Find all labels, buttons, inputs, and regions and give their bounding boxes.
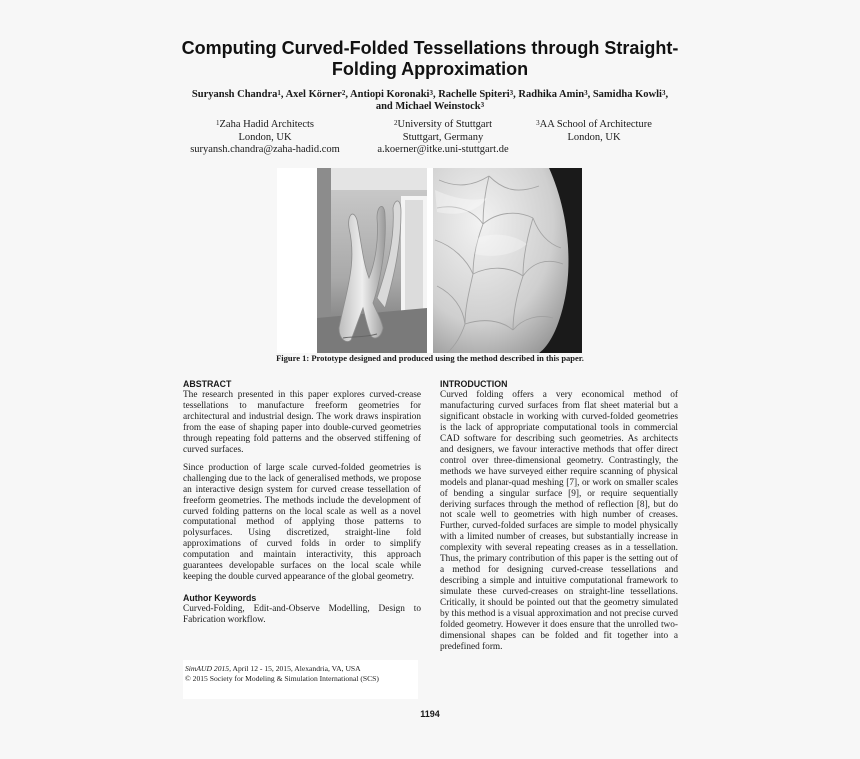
author-name: Suryansh Chandra	[191, 89, 278, 100]
author-list	[175, 89, 685, 113]
author-name: Rachelle Spiteri	[438, 89, 510, 100]
email-link[interactable]: a.koerner@itke.uni-stuttgart.de	[377, 144, 509, 155]
photo-folded-surface	[433, 168, 582, 353]
author-name: Radhika Amin	[518, 89, 585, 100]
figure-caption: Figure 1: Prototype designed and produced using the method described in this paper.	[276, 353, 584, 363]
right-column	[440, 379, 678, 653]
keywords-heading: Author Keywords	[183, 593, 257, 604]
figure-photos	[277, 168, 582, 353]
left-column	[183, 379, 421, 626]
conference-footer: SimAUD 2015, April 12 - 15, 2015, Alexandria, VA, USA © 2015 Society for Modeling & Simulation International (SCS)	[183, 660, 418, 699]
photo-sculpture	[317, 168, 427, 353]
affiliation-3: $^3$AA School of Architecture London, UK	[536, 119, 652, 143]
author-name: Antiopi Koronaki	[350, 89, 430, 100]
conference-name: SimAUD 2015	[185, 664, 230, 673]
introduction-heading: INTRODUCTION	[440, 379, 508, 389]
author-line-1: Suryansh Chandra$^1$, Axel Körner$^2$, Antiopi Koronaki$^3$, Rachelle Spiteri$^3$, Radhika Amin$^3$, Samidha Kowli$^3$,	[191, 89, 669, 100]
abstract-paragraph-2: Since production of large scale curved-folded geometries is challenging due to the lack of generalised methods, we propose an interactive design system for curved crease tessellation of freeform geometries. The methods include the development of curved folding patterns on the local scale as well as a novel computational method of applying those patterns to polysurfaces. Using discretized, straight-line fold approximations of curved folds in order to simplify computation and maintain interactivity, this approach guarantees developable surfaces on the local scale while keeping the double curved appearance of the global geometry.	[183, 462, 421, 583]
author-line-2: and Michael Weinstock$^3$	[375, 101, 485, 112]
figure-1	[277, 168, 582, 353]
copyright-notice: © 2015 Society for Modeling & Simulation International (SCS)	[185, 674, 379, 683]
keywords-text: Curved-Folding, Edit-and-Observe Modelling, Design to Fabrication workflow.	[183, 604, 421, 626]
affiliation-1: $^1$Zaha Hadid Architects London, UK suryansh.chandra@zaha-hadid.com	[170, 119, 360, 157]
introduction-text: Curved folding offers a very economical method of manufacturing curved surfaces from flat sheet material but a significant obstacle in working with curved-folded geometries is the lack of appropriate computational tools in commercial CAD software for describing such geometries. As architects and designers, we favour interactive methods that offer direct control over three-dimensional geometry. Contrastingly, the methods we have surveyed either require scanning of physical models and planar-quad meshing [7], or work on smaller scales of bending a singular surface [9], or require sequentially deriving surfaces through the method of reflection [8], but do not scale well to geometries with high number of creases. Further, curved-folded surfaces are simple to model physically with a limited number of creases, but substantially increase in complexity with several repeating creases as in a tessellation. Thus, the primary contribution of this paper is the setting out of a method for designing curved-crease tessellations and describing a simple and intuitive computational framework to simulate these curved-creases on straight-line tessellations. Critically, it should be pointed out that the geometry simulated by this method is a visual approximation and not precise curved folded geometry. However it does ensure that the unrolled two-dimensional shapes can be folded and fit together into a predefined form.	[440, 390, 678, 652]
abstract-paragraph-1: The research presented in this paper explores curved-crease tessellations to manufacture freeform geometries for architectural and industrial design. The work draws inspiration from the ease of shaping paper into double-curved geometries through repeating fold patterns and the observed stiffening of curved surfaces.	[183, 390, 421, 455]
affiliation-2: $^2$University of Stuttgart Stuttgart, Germany a.koerner@itke.uni-stuttgart.de	[348, 119, 538, 157]
paper-title: Computing Curved-Folded Tessellations through Straight-Folding Approximation	[181, 38, 679, 79]
author-name: Axel Körner	[285, 89, 342, 100]
email-link[interactable]: suryansh.chandra@zaha-hadid.com	[190, 144, 340, 155]
abstract-heading: ABSTRACT	[183, 379, 232, 389]
page-number: 1194	[420, 709, 440, 719]
author-name: Samidha Kowli	[592, 89, 662, 100]
